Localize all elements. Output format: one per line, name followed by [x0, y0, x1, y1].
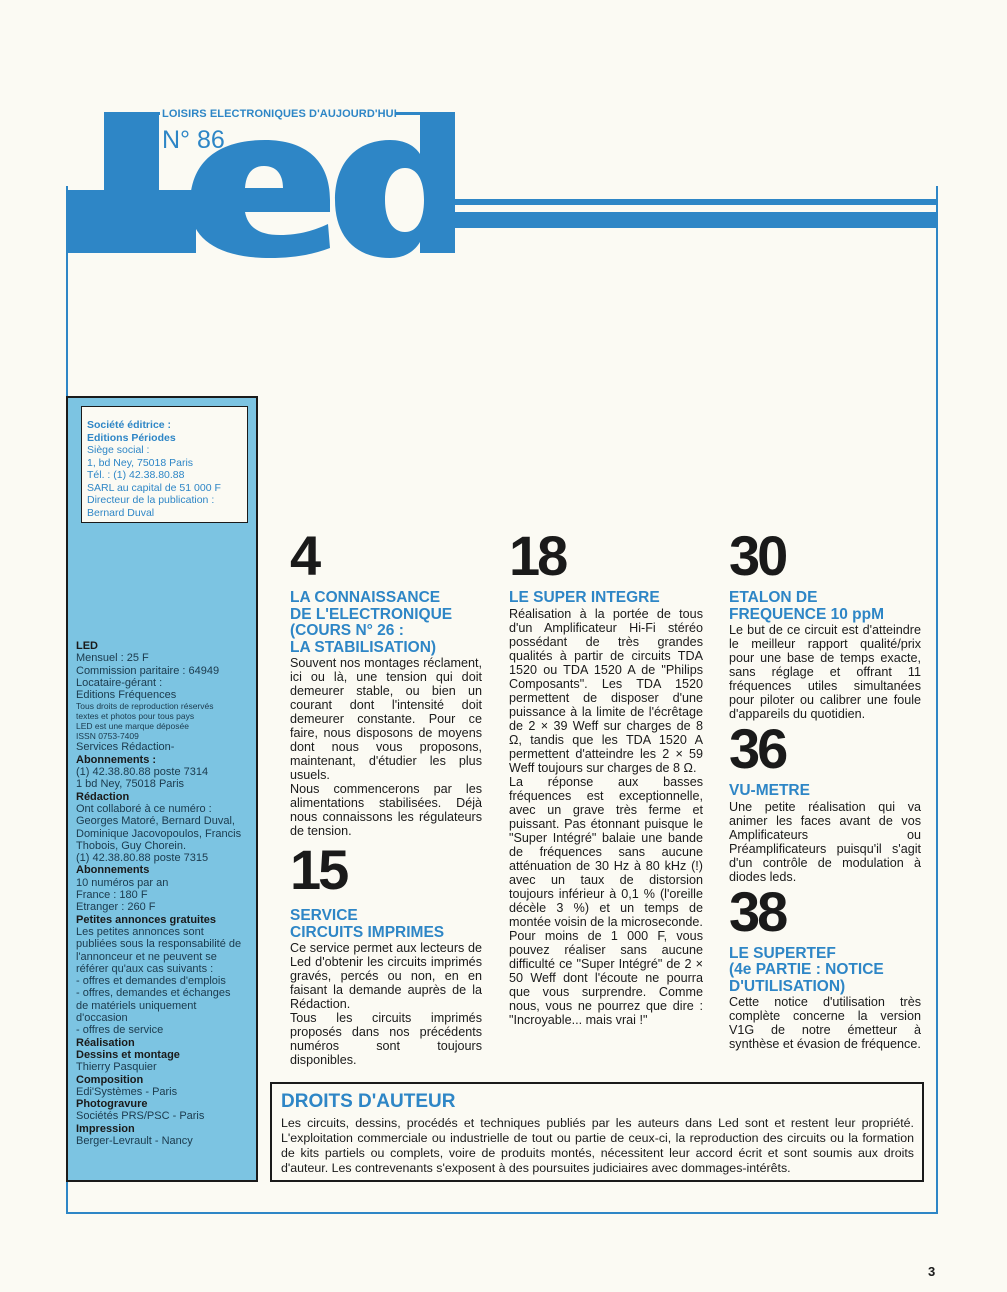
sidebar-line: Thierry Pasquier [76, 1061, 157, 1074]
page-ref: 36 [729, 717, 786, 780]
article-text: Ce service permet aux lecteurs de Led d'obtenir les circuits imprimés gravés, percés ou non, en en faisant la demande auprès de la Rédaction. [290, 941, 482, 1011]
sidebar-line: Services Rédaction- [76, 741, 175, 754]
article-title: LA CONNAISSANCE [290, 589, 441, 606]
sidebar-line: Commission paritaire : 64949 [76, 664, 220, 677]
article-title: DE L'ELECTRONIQUE [290, 605, 453, 623]
sidebar-line: Abonnements : [76, 753, 157, 766]
sidebar-line: Les petites annonces sont [76, 925, 204, 938]
page-number: 3 [928, 1264, 936, 1279]
publisher-line: Société éditrice : [87, 419, 172, 431]
publisher-line: Editions Périodes [87, 431, 176, 444]
article-text: Souvent nos montages réclament, ici ou là, une tension qui doit demeurer stable, ou bien un courant dont l'intensité doit demeurer constante. Pour ce faire, nous disposons de moyens dont nous vous proposons, maintenant, d'étudier les plus usuels. [290, 656, 482, 782]
sidebar-line: LED est une marque déposée [76, 721, 189, 732]
sidebar-line: publiées sous la responsabilité de [76, 938, 242, 951]
publisher-line: Bernard Duval [87, 506, 155, 519]
copyright-text: Les circuits, dessins, procédés et techniques publiés par les auteurs dans Led sont et restent leur propriété. L'exploitation commerciale ou industrielle de tout ou partie de ceux-ci, la reproduction des circuits ou la formation de kits partiels ou complets, voire de produits montés, nécessitent leur accord écrit et sont soumis aux droits d'auteur. Les contrevenants s'exposent à des poursuites judiciaires avec dommages-intérêts. [281, 1116, 914, 1175]
publisher-line: Siège social : [87, 444, 150, 456]
sidebar-line: de matériels uniquement [76, 999, 197, 1012]
publisher-line: Directeur de la publication : [87, 494, 215, 506]
sidebar-line: Locataire-gérant : [76, 676, 163, 689]
sidebar-line: Abonnements [76, 864, 150, 877]
sidebar-line: Petites annonces gratuites [76, 913, 216, 926]
publisher-line: 1, bd Ney, 75018 Paris [87, 456, 194, 469]
article-column-1 [290, 524, 482, 1067]
issue-number: N° 86 [162, 126, 225, 154]
article-title: (4e PARTIE : NOTICE [729, 961, 884, 978]
copyright-title: DROITS D'AUTEUR [281, 1091, 456, 1112]
page-ref: 30 [729, 524, 786, 587]
sidebar-line: Thobois, Guy Chorein. [76, 839, 187, 852]
sidebar-line: France : 180 F [76, 889, 148, 902]
sidebar-line: Dominique Jacovopoulos, Francis [76, 827, 242, 840]
page-ref: 4 [290, 524, 319, 587]
article-text: Nous commencerons par les alimentations stabilisées. Déjà nous connaissons les régulateurs de tension. [290, 782, 482, 838]
article-text: Tous les circuits imprimés proposés dans nos précédents numéros sont toujours disponibles. [290, 1011, 482, 1067]
article-text: La réponse aux basses fréquences est exceptionnelle, avec un grave très ferme et puissant. Pas étonnant puisque le "Super Intégré" balaie une bande de fréquences sans aucune atténuation de 30 Hz à 80 kHz (!) avec un taux de distorsion toujours inférieur à 0,1 % (l'oreille décèle 3 %) et un temps de montée voisin de la microseconde. [509, 774, 703, 929]
publisher-box [81, 406, 248, 523]
article-title: LA STABILISATION) [290, 638, 437, 656]
sidebar-line: textes et photos pour tous pays [76, 711, 195, 722]
article-title: LE SUPER INTEGRE [509, 589, 660, 606]
masthead-tagline: LOISIRS ELECTRONIQUES D'AUJOURD'HUI [162, 108, 397, 120]
article-text: Réalisation à la portée de tous d'un Amplificateur Hi-Fi stéréo possédant de très grandes qualités à partir de circuits TDA 1520 ou TDA 1520 A de "Philips Composants". Les TDA 1520 permettent de disposer d'une puissance à la limite de l'écrêtage de 2 × 39 Weff sur charges de 8 Ω, tandis que les TDA 1520 A permettent d'atteindre les 2 × 59 Weff toujours sur charges de 8 Ω. [509, 606, 703, 775]
article-column-3 [729, 524, 921, 1051]
sidebar-line: (1) 42.38.80.88 poste 7315 [76, 852, 209, 865]
sidebar-line: Mensuel : 25 F [76, 652, 149, 665]
article-text: Pour moins de 1 000 F, vous pouvez réaliser sans aucune difficulté ce "Super Intégré" de 2 × 50 Weff dont l'écoute ne pourra que vous surprendre. Comme nous, vous ne pourrez que dire : "Incroyable... mais vrai !" [509, 928, 703, 1027]
article-title: D'UTILISATION) [729, 977, 846, 995]
sidebar-line: Sociétés PRS/PSC - Paris [76, 1110, 205, 1123]
publisher-line: Tél. : (1) 42.38.80.88 [87, 469, 185, 481]
copyright-box [270, 1082, 924, 1182]
sidebar-line: Photogravure [76, 1098, 148, 1111]
sidebar-line: 1 bd Ney, 75018 Paris [76, 778, 185, 791]
article-title: CIRCUITS IMPRIMES [290, 923, 445, 941]
page-ref: 18 [509, 524, 566, 587]
sidebar-line: Edi'Systèmes - Paris [76, 1085, 178, 1098]
sidebar-line: l'annonceur et ne peuvent se [76, 950, 217, 963]
article-title: ETALON DE [729, 589, 818, 606]
publisher-line: SARL au capital de 51 000 F [87, 481, 221, 494]
page-ref: 15 [290, 838, 347, 901]
sidebar-line: d'occasion [76, 1012, 128, 1025]
sidebar-line: 10 numéros par an [76, 876, 169, 889]
sidebar-line: (1) 42.38.80.88 poste 7314 [76, 766, 209, 779]
article-text: Cette notice d'utilisation très complète concerne la version V1G de notre émetteur à synthèse et évasion de fréquence. [729, 995, 921, 1051]
article-title: LE SUPERTEF [729, 944, 836, 962]
sidebar-line: Tous droits de reproduction réservés [76, 701, 214, 712]
page-ref: 38 [729, 879, 786, 943]
sidebar-line: Réalisation [76, 1036, 135, 1049]
sidebar-line: Rédaction [76, 790, 130, 803]
sidebar-line: Impression [76, 1122, 135, 1135]
sidebar-line: Etranger : 260 F [76, 901, 156, 914]
article-title: FREQUENCE 10 ppM [729, 605, 885, 623]
sidebar-line: - offres et demandes d'emplois [76, 975, 226, 988]
sidebar-line: - offres de service [76, 1024, 164, 1037]
article-text: Une petite réalisation qui va animer les faces avant de vos Amplificateurs ou Préamplificateurs puisqu'il s'agit d'un contrôle de modulation à diodes leds. [729, 799, 921, 884]
article-title: VU-METRE [729, 782, 810, 799]
article-column-2 [509, 524, 703, 1027]
sidebar-line: Ont collaboré à ce numéro : [76, 802, 212, 815]
sidebar-line: LED [76, 640, 98, 652]
sidebar-line: Dessins et montage [76, 1048, 180, 1061]
sidebar-line: Composition [76, 1073, 144, 1086]
article-title: (COURS N° 26 : [290, 622, 404, 639]
sidebar-line: référer qu'aux cas suivants : [76, 962, 214, 975]
sidebar-line: - offres, demandes et échanges [76, 987, 231, 1000]
sidebar-info [76, 640, 258, 1147]
sidebar-line: ISSN 0753-7409 [76, 731, 139, 742]
sidebar-line: Georges Matoré, Bernard Duval, [76, 815, 235, 828]
sidebar-line: Editions Fréquences [76, 689, 177, 702]
article-title: SERVICE [290, 907, 358, 924]
article-text: Le but de ce circuit est d'atteindre le meilleur rapport qualité/prix pour une base de temps exacte, sans réglage et offrant 11 fréquences utiles simultanées pour piloter ou calibrer une foule d'appareils du quotidien. [729, 623, 921, 721]
sidebar-line: Berger-Levrault - Nancy [76, 1134, 193, 1147]
